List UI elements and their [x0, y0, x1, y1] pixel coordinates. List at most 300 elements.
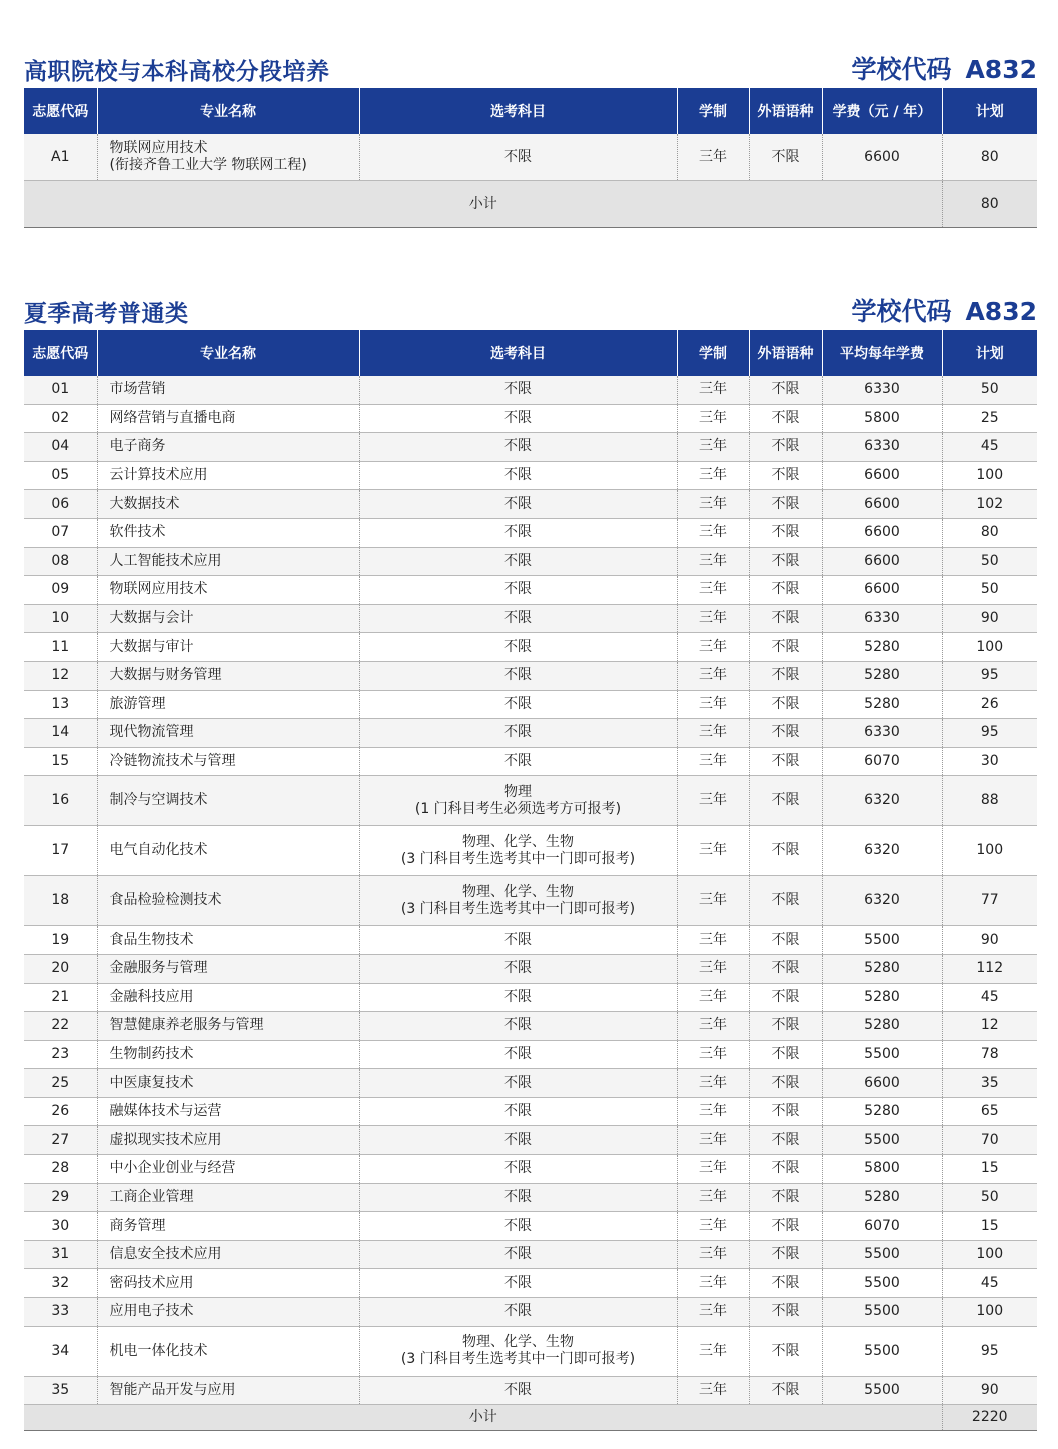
years-text: 三年 [699, 1074, 727, 1091]
cell-subject [359, 1298, 677, 1327]
major-name-text: 密码技术应用 [109, 1274, 194, 1291]
subject-text: 不限 [504, 381, 532, 398]
cell-plan [942, 1040, 1037, 1069]
cell-code [24, 983, 97, 1012]
section-summer-general [24, 292, 1037, 1431]
code-text: 22 [51, 1017, 70, 1034]
cell-subject [359, 633, 677, 662]
table-row [24, 1069, 1037, 1098]
cell-plan [942, 547, 1037, 576]
subject-text: 不限 [504, 988, 532, 1005]
cell-major-name [97, 1155, 359, 1184]
major-name-text: 物联网应用技术 [109, 581, 208, 598]
fee-text: 6330 [864, 610, 900, 627]
cell-code [24, 1269, 97, 1298]
fee-text: 5500 [864, 931, 900, 948]
code-text: 06 [51, 495, 70, 512]
cell-subject [359, 690, 677, 719]
cell-major-name [97, 1012, 359, 1041]
cell-code [24, 661, 97, 690]
language-text: 不限 [771, 753, 800, 770]
school-code-label: 学校代码 [851, 297, 952, 326]
code-text: 16 [51, 792, 70, 809]
years-text: 三年 [699, 1381, 727, 1398]
plan-text: 90 [980, 610, 999, 627]
years-text: 三年 [699, 1103, 727, 1120]
plan-text: 80 [980, 148, 999, 165]
language-text: 不限 [771, 1303, 800, 1320]
table-row [24, 1040, 1037, 1069]
cell-major-name [97, 461, 359, 490]
cell-plan [942, 633, 1037, 662]
years-text: 三年 [699, 667, 727, 684]
table-row [24, 604, 1037, 633]
language-text: 不限 [771, 552, 800, 569]
fee-text: 6330 [864, 438, 900, 455]
cell-major-name [97, 633, 359, 662]
code-text: 35 [51, 1381, 70, 1398]
language-text: 不限 [771, 667, 800, 684]
cell-language [749, 461, 822, 490]
plan-text: 100 [976, 842, 1004, 859]
major-name-text: 物联网应用技术 [109, 140, 208, 156]
plan-text: 95 [980, 1342, 999, 1359]
years-text: 三年 [699, 1342, 727, 1359]
school-code-label: 学校代码 [851, 55, 952, 84]
code-text: 05 [51, 467, 70, 484]
school-code [851, 292, 1037, 328]
fee-text: 5280 [864, 695, 900, 712]
cell-years [677, 433, 749, 462]
cell-plan [942, 719, 1037, 748]
cell-major-name [97, 1126, 359, 1155]
table-row [24, 547, 1037, 576]
fee-text: 6330 [864, 381, 900, 398]
language-text: 不限 [771, 581, 800, 598]
cell-plan [942, 690, 1037, 719]
cell-code [24, 1376, 97, 1405]
plan-text: 88 [980, 792, 999, 809]
code-text: 14 [51, 724, 70, 741]
table-row [24, 1126, 1037, 1155]
major-name-text: 冷链物流技术与管理 [109, 753, 236, 770]
cell-subject [359, 576, 677, 605]
subtotal-row [24, 181, 1037, 228]
subject-text: 不限 [504, 1160, 532, 1177]
column-header: 学制 [677, 88, 749, 134]
cell-major-name [97, 1040, 359, 1069]
cell-language [749, 876, 822, 926]
language-text: 不限 [771, 610, 800, 627]
years-text: 三年 [699, 695, 727, 712]
cell-major-name [97, 1212, 359, 1241]
cell-major-name [97, 376, 359, 404]
major-name-text: 电气自动化技术 [109, 842, 208, 859]
subject-text: 不限 [504, 552, 532, 569]
cell-code [24, 547, 97, 576]
years-text: 三年 [699, 638, 727, 655]
table-row [24, 490, 1037, 519]
cell-code [24, 1012, 97, 1041]
cell-code [24, 776, 97, 826]
cell-fee [822, 776, 942, 826]
table-row [24, 983, 1037, 1012]
subject-text: 不限 [504, 1246, 532, 1263]
cell-years [677, 1012, 749, 1041]
cell-major-name [97, 1240, 359, 1269]
cell-major-name [97, 926, 359, 955]
cell-fee [822, 633, 942, 662]
plan-text: 77 [980, 892, 999, 909]
cell-subject [359, 661, 677, 690]
cell-language [749, 1012, 822, 1041]
cell-major-name [97, 690, 359, 719]
major-name-text: 软件技术 [109, 524, 166, 541]
subject-text: 不限 [504, 1303, 532, 1320]
cell-subject [359, 376, 677, 404]
plan-text: 12 [980, 1017, 999, 1034]
cell-language [749, 1155, 822, 1184]
cell-years [677, 134, 749, 181]
cell-plan [942, 926, 1037, 955]
cell-fee [822, 1040, 942, 1069]
code-text: 13 [51, 695, 70, 712]
cell-major-name [97, 1069, 359, 1098]
years-text: 三年 [699, 988, 727, 1005]
cell-subject [359, 1012, 677, 1041]
fee-text: 6070 [864, 1217, 900, 1234]
plan-text: 50 [980, 381, 999, 398]
subject-text: 不限 [504, 610, 532, 627]
cell-plan [942, 490, 1037, 519]
code-text: 01 [51, 381, 70, 398]
column-header: 学费（元 / 年） [822, 88, 942, 134]
subject-text: 不限 [504, 1045, 532, 1062]
language-text: 不限 [771, 892, 800, 909]
cell-code [24, 1069, 97, 1098]
subject-text: 不限 [504, 695, 532, 712]
fee-text: 5280 [864, 1103, 900, 1120]
subject-text: 不限 [504, 753, 532, 770]
cell-language [749, 926, 822, 955]
cell-major-name [97, 719, 359, 748]
cell-fee [822, 576, 942, 605]
cell-years [677, 690, 749, 719]
table-row [24, 954, 1037, 983]
years-text: 三年 [699, 1188, 727, 1205]
cell-years [677, 404, 749, 433]
cell-subject [359, 547, 677, 576]
fee-text: 5280 [864, 667, 900, 684]
cell-years [677, 1069, 749, 1098]
code-text: 33 [51, 1303, 70, 1320]
language-text: 不限 [771, 381, 800, 398]
cell-language [749, 633, 822, 662]
cell-major-name [97, 876, 359, 926]
cell-code [24, 604, 97, 633]
cell-subject [359, 719, 677, 748]
years-text: 三年 [699, 1017, 727, 1034]
subject-text: 不限 [504, 467, 532, 484]
fee-text: 6600 [864, 1074, 900, 1091]
cell-years [677, 1183, 749, 1212]
fee-text: 5500 [864, 1246, 900, 1263]
plan-text: 45 [980, 988, 999, 1005]
cell-fee [822, 1097, 942, 1126]
cell-years [677, 1376, 749, 1405]
subject-text: 不限 [504, 1074, 532, 1091]
fee-text: 6600 [864, 467, 900, 484]
fee-text: 6320 [864, 842, 900, 859]
cell-code [24, 926, 97, 955]
cell-subject [359, 1326, 677, 1376]
cell-plan [942, 1240, 1037, 1269]
column-header: 选考科目 [359, 330, 677, 376]
fee-text: 6320 [864, 892, 900, 909]
cell-subject [359, 876, 677, 926]
cell-language [749, 1240, 822, 1269]
table-row [24, 876, 1037, 926]
cell-subject [359, 1126, 677, 1155]
subject-text: 物理、化学、生物 [462, 833, 574, 850]
plan-text: 100 [976, 1246, 1004, 1263]
cell-language [749, 518, 822, 547]
years-text: 三年 [699, 1303, 727, 1320]
cell-fee [822, 983, 942, 1012]
years-text: 三年 [699, 581, 727, 598]
cell-language [749, 1376, 822, 1405]
code-text: 28 [51, 1160, 70, 1177]
code-text: 10 [51, 610, 70, 627]
cell-plan [942, 1069, 1037, 1098]
fee-text: 5280 [864, 638, 900, 655]
major-name-text: 智慧健康养老服务与管理 [109, 1017, 264, 1034]
subject-text: 不限 [504, 409, 532, 426]
fee-text: 6600 [864, 552, 900, 569]
cell-fee [822, 876, 942, 926]
cell-years [677, 461, 749, 490]
cell-major-name [97, 826, 359, 876]
years-text: 三年 [699, 960, 727, 977]
subject-note: (3 门科目考生选考其中一门即可报考) [400, 900, 636, 917]
cell-major-name [97, 954, 359, 983]
cell-code [24, 1240, 97, 1269]
language-text: 不限 [771, 695, 800, 712]
cell-fee [822, 1155, 942, 1184]
cell-plan [942, 747, 1037, 776]
major-name-text: 现代物流管理 [109, 724, 194, 741]
fee-text: 5280 [864, 988, 900, 1005]
cell-years [677, 1326, 749, 1376]
subject-note: (3 门科目考生选考其中一门即可报考) [400, 850, 636, 867]
cell-code [24, 876, 97, 926]
table-row [24, 576, 1037, 605]
cell-code [24, 826, 97, 876]
plan-text: 15 [980, 1160, 999, 1177]
cell-major-name [97, 1376, 359, 1405]
cell-subject [359, 1376, 677, 1405]
language-text: 不限 [771, 1274, 800, 1291]
section-header [24, 292, 1037, 328]
code-text: 18 [51, 892, 70, 909]
cell-major-name [97, 490, 359, 519]
subject-text: 不限 [504, 524, 532, 541]
language-text: 不限 [771, 409, 800, 426]
cell-code [24, 576, 97, 605]
cell-subject [359, 1155, 677, 1184]
code-text: 07 [51, 524, 70, 541]
cell-years [677, 604, 749, 633]
subtotal-value: 80 [942, 181, 1037, 228]
subject-text: 不限 [504, 1274, 532, 1291]
table-row [24, 633, 1037, 662]
cell-plan [942, 134, 1037, 181]
subject-text: 不限 [504, 960, 532, 977]
subject-text: 不限 [504, 638, 532, 655]
code-text: 04 [51, 438, 70, 455]
table-row [24, 1155, 1037, 1184]
language-text: 不限 [771, 524, 800, 541]
cell-plan [942, 1269, 1037, 1298]
cell-code [24, 433, 97, 462]
fee-text: 5280 [864, 960, 900, 977]
plan-text: 112 [976, 960, 1004, 977]
subject-text: 不限 [504, 667, 532, 684]
plan-text: 100 [976, 1303, 1004, 1320]
plan-text: 90 [980, 1381, 999, 1398]
major-name-text: 融媒体技术与运营 [109, 1103, 222, 1120]
cell-language [749, 1326, 822, 1376]
cell-fee [822, 690, 942, 719]
cell-years [677, 719, 749, 748]
cell-fee [822, 404, 942, 433]
column-header: 志愿代码 [24, 330, 97, 376]
language-text: 不限 [771, 1381, 800, 1398]
major-name-text: 商务管理 [109, 1217, 166, 1234]
cell-subject [359, 776, 677, 826]
plan-text: 26 [980, 695, 999, 712]
cell-language [749, 690, 822, 719]
cell-plan [942, 983, 1037, 1012]
cell-language [749, 747, 822, 776]
fee-text: 5500 [864, 1274, 900, 1291]
code-text: 02 [51, 409, 70, 426]
cell-language [749, 376, 822, 404]
cell-fee [822, 926, 942, 955]
table-header-row [24, 88, 1037, 134]
cell-subject [359, 490, 677, 519]
major-name-text: 大数据与会计 [109, 610, 194, 627]
cell-subject [359, 954, 677, 983]
plan-text: 30 [980, 753, 999, 770]
cell-major-name [97, 604, 359, 633]
cell-major-name [97, 1183, 359, 1212]
column-header: 计划 [942, 88, 1037, 134]
cell-plan [942, 1376, 1037, 1405]
code-text: 11 [51, 638, 70, 655]
plan-text: 50 [980, 581, 999, 598]
cell-fee [822, 461, 942, 490]
cell-fee [822, 954, 942, 983]
cell-subject [359, 433, 677, 462]
cell-years [677, 490, 749, 519]
plan-text: 78 [980, 1045, 999, 1062]
table-row [24, 747, 1037, 776]
cell-years [677, 826, 749, 876]
language-text: 不限 [771, 148, 800, 165]
cell-plan [942, 1298, 1037, 1327]
column-header: 外语语种 [749, 330, 822, 376]
code-text: 23 [51, 1045, 70, 1062]
subject-note: (3 门科目考生选考其中一门即可报考) [400, 1351, 636, 1368]
column-header: 选考科目 [359, 88, 677, 134]
fee-text: 6330 [864, 724, 900, 741]
subject-text: 不限 [504, 1381, 532, 1398]
cell-language [749, 1040, 822, 1069]
table-row [24, 518, 1037, 547]
years-text: 三年 [699, 753, 727, 770]
major-name-text: 虚拟现实技术应用 [109, 1131, 222, 1148]
fee-text: 5500 [864, 1045, 900, 1062]
cell-years [677, 954, 749, 983]
code-text: 12 [51, 667, 70, 684]
cell-major-name [97, 661, 359, 690]
years-text: 三年 [699, 724, 727, 741]
major-name-text: 机电一体化技术 [109, 1342, 208, 1359]
fee-text: 5500 [864, 1131, 900, 1148]
table-row [24, 1183, 1037, 1212]
language-text: 不限 [771, 1246, 800, 1263]
column-header: 外语语种 [749, 88, 822, 134]
cell-years [677, 983, 749, 1012]
subject-text: 不限 [504, 1131, 532, 1148]
fee-text: 5280 [864, 1017, 900, 1034]
cell-language [749, 134, 822, 181]
fee-text: 6600 [864, 524, 900, 541]
plan-text: 15 [980, 1217, 999, 1234]
subject-text: 不限 [504, 1017, 532, 1034]
cell-years [677, 1269, 749, 1298]
table-row [24, 1240, 1037, 1269]
subject-text: 不限 [504, 1103, 532, 1120]
language-text: 不限 [771, 842, 800, 859]
table-row [24, 690, 1037, 719]
cell-subject [359, 983, 677, 1012]
cell-language [749, 1183, 822, 1212]
cell-plan [942, 604, 1037, 633]
cell-code [24, 1126, 97, 1155]
cell-code [24, 1298, 97, 1327]
cell-major-name [97, 134, 359, 181]
table-row [24, 661, 1037, 690]
major-name-text: 大数据技术 [109, 495, 180, 512]
cell-subject [359, 747, 677, 776]
years-text: 三年 [699, 1045, 727, 1062]
code-text: A1 [51, 148, 70, 165]
major-name-text: 制冷与空调技术 [109, 792, 208, 809]
cell-fee [822, 826, 942, 876]
cell-fee [822, 134, 942, 181]
plan-text: 50 [980, 1188, 999, 1205]
language-text: 不限 [771, 438, 800, 455]
major-name-text: 人工智能技术应用 [109, 552, 222, 569]
enrollment-table [24, 330, 1037, 1431]
language-text: 不限 [771, 1074, 800, 1091]
table-row [24, 376, 1037, 404]
cell-language [749, 604, 822, 633]
cell-fee [822, 1326, 942, 1376]
subject-text: 物理、化学、生物 [462, 883, 574, 900]
